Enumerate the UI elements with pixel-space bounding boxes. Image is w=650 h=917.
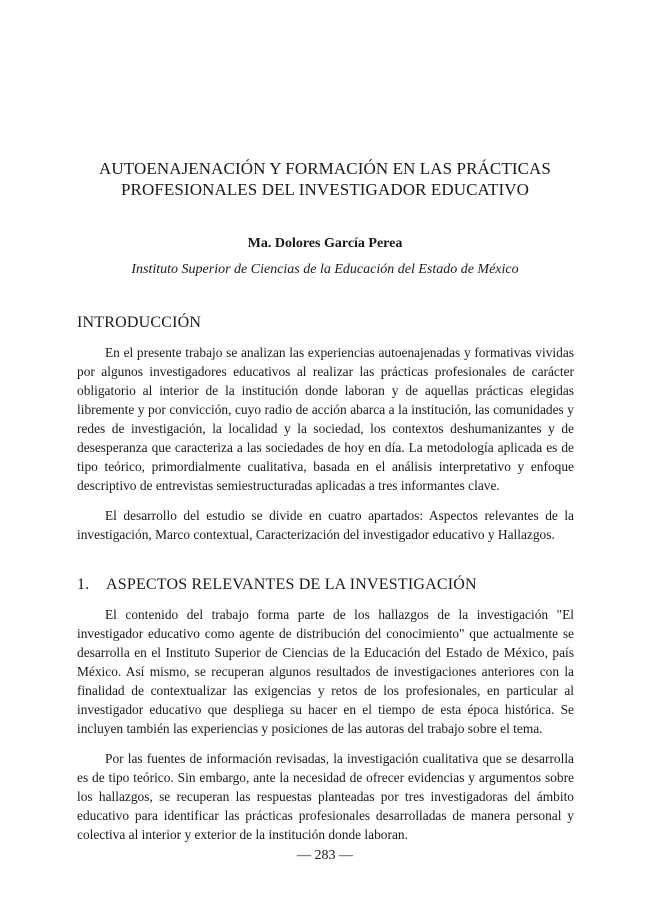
title-line-2: PROFESIONALES DEL INVESTIGADOR EDUCATIVO: [120, 180, 530, 199]
page-number: — 283 —: [297, 848, 353, 863]
body-text: [77, 313, 574, 855]
title-line-1: AUTOENAJENACIÓN Y FORMACIÓN EN LAS PRÁCTICAS: [99, 159, 551, 178]
section-1-heading: [77, 575, 574, 595]
section-1-title: ASPECTOS RELEVANTES DE LA INVESTIGACIÓN: [106, 576, 477, 593]
section-1-number: 1.: [77, 576, 90, 593]
intro-paragraph-1: En el presente trabajo se analizan las experiencias autoenajenadas y formativas vividas por algunos investigadores educativos al realizar las prácticas profesionales de carácter obligatorio al interior de la institución donde laboran y de aquellas prácticas elegidas libremente y por convicción, cuyo radio de acción abarca a la institución, las comunidades y redes de investigación, la localidad y la sociedad, los contextos deshumanizantes y de desesperanza que caracteriza a las sociedades de hoy en día. La metodología aplicada es de tipo teórico, primordialmente cualitativa, basada en el análisis interpretativo y enfoque descriptivo de entrevistas semiestructuradas aplicadas a tres informantes clave.: [77, 345, 574, 493]
intro-paragraph-2: El desarrollo del estudio se divide en cuatro apartados: Aspectos relevantes de la investigación, Marco contextual, Caracterización del investigador educativo y Hallazgos.: [77, 508, 574, 542]
author-institution: Instituto Superior de Ciencias de la Educación del Estado de México: [131, 262, 519, 277]
section-1-paragraph-1: El contenido del trabajo forma parte de los hallazgos de la investigación "El investigador educativo como agente de distribución del conocimiento" que actualmente se desarrolla en el Instituto Superior de Ciencias de la Educación del Estado de México, país México. Así mismo, se recuperan algunos resultados de investigaciones anteriores con la finalidad de contextualizar las exigencias y retos de los profesionales, en particular al investigador educativo que despliega su hacer en el tiempo de esta época histórica. Se incluyen también las experiencias y posiciones de las autoras del trabajo sobre el tema.: [77, 607, 574, 736]
paper-title: [60, 158, 590, 200]
section-1-paragraph-2: Por las fuentes de información revisadas, la investigación cualitativa que se desarrolla es de tipo teórico. Sin embargo, ante la necesidad de ofrecer evidencias y argumentos sobre los hallazgos, se recuperan las respuestas planteadas por tres investigadoras del ámbito educativo para identificar las prácticas profesionales desarrolladas de manera personal y colectiva al interior y exterior de la institución donde laboran.: [77, 751, 574, 842]
author-name: Ma. Dolores García Perea: [247, 236, 403, 251]
intro-heading: INTRODUCCIÓN: [77, 314, 202, 331]
